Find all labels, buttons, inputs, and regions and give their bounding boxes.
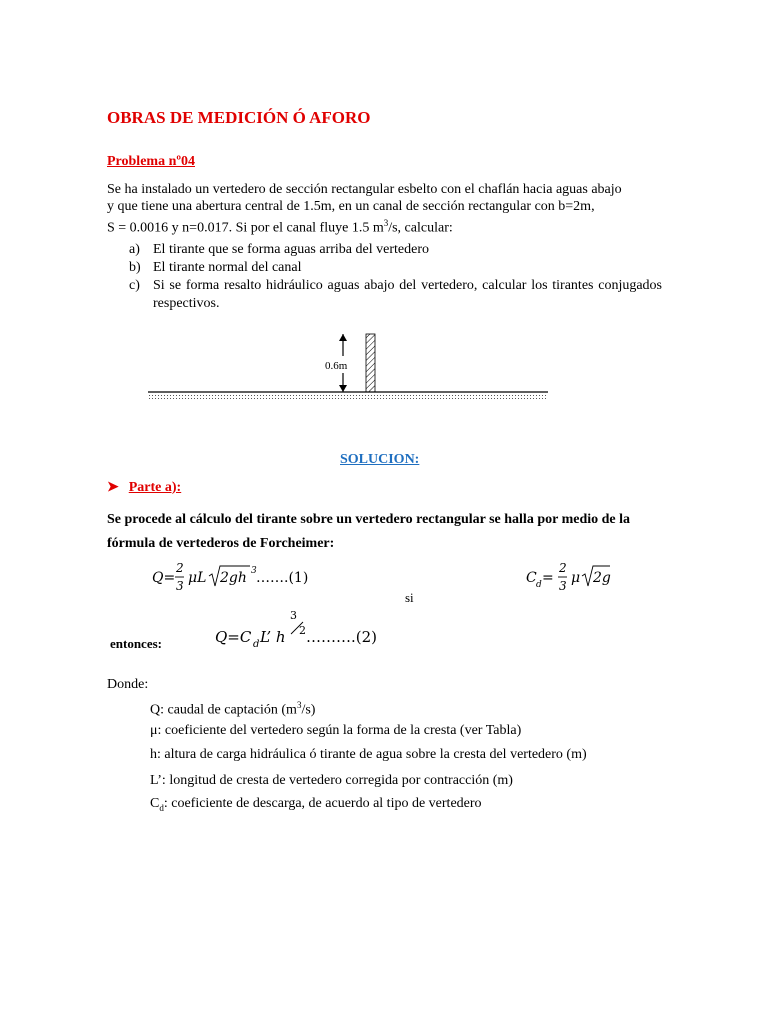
arrow-bullet-icon: ➤: [107, 480, 119, 495]
definition-mu: μ: coeficiente del vertedero según la forma de la cresta (ver Tabla): [150, 723, 522, 738]
svg-text:μ: μ: [571, 570, 581, 586]
svg-text:Q=: Q=: [152, 570, 176, 586]
problem-line-1: Se ha instalado un vertedero de sección rectangular esbelto con el chaflán hacia aguas abajo: [107, 182, 622, 197]
problem-line-2: y que tiene una abertura central de 1.5m, en un canal de sección rectangular con b=2m,: [107, 199, 595, 214]
equation-2: [213, 606, 413, 654]
problem-line-3: S = 0.0016 y n=0.017. Si por el canal fluye 1.5 $m^3/s$, calcular:: [107, 218, 453, 236]
page-title: OBRAS DE MEDICIÓN Ó AFORO: [107, 108, 371, 127]
problem-statement: [107, 181, 662, 237]
height-label: 0.6m: [325, 360, 348, 372]
svg-text:L’ h: L’ h: [260, 628, 286, 646]
svg-text:=: =: [542, 570, 554, 586]
svg-text:3: 3: [176, 579, 184, 593]
svg-text:2g: 2g: [593, 570, 611, 586]
list-item: c) Si se forma resalto hidráulico aguas abajo del vertedero, calcular los tirantes conjugados respectivos.: [129, 278, 662, 311]
svg-text:C: C: [526, 570, 537, 586]
svg-text:…….(1): …….(1): [256, 570, 309, 586]
definition-h: h: altura de carga hidráulica ó tirante de agua sobre la cresta del vertedero (m): [150, 747, 587, 762]
svg-text:d: d: [536, 580, 542, 590]
channel-bed-ground: [148, 393, 548, 400]
svg-text:3: 3: [559, 579, 567, 593]
definition-cd: $C_d$: coeficiente de descarga, de acuerdo al tipo de vertedero: [150, 796, 482, 813]
svg-text:3: 3: [251, 566, 257, 576]
list-item: a) El tirante que se forma aguas arriba del vertedero: [129, 242, 429, 257]
svg-text:2: 2: [559, 561, 567, 575]
svg-text:Q=C: Q=C: [215, 628, 252, 646]
donde-label: Donde:: [107, 677, 149, 692]
svg-text:……….(2): ……….(2): [306, 628, 378, 646]
question-list: [107, 241, 662, 313]
part-a-heading: ➤ Parte a):: [107, 479, 182, 495]
si-label: si: [405, 590, 414, 605]
weir-plate: [366, 334, 375, 392]
intro-paragraph: Se procede al cálculo del tirante sobre un vertedero rectangular se halla por medio de la fórmula de vertederos de Forcheimer:: [107, 512, 631, 551]
equation-1: [150, 558, 350, 600]
equation-cd: [524, 558, 644, 600]
solution-heading: SOLUCION:: [340, 452, 420, 467]
svg-text:2gh: 2gh: [220, 570, 247, 586]
svg-text:d: d: [253, 639, 260, 650]
definition-q: Q: caudal de captación $(m^3/s)$: [150, 700, 316, 718]
svg-text:2: 2: [299, 624, 306, 637]
entonces-label: entonces:: [110, 636, 162, 651]
definition-l: L’: longitud de cresta de vertedero corregida por contracción (m): [150, 773, 513, 788]
svg-text:2: 2: [176, 561, 184, 575]
weir-diagram: [140, 326, 560, 406]
svg-text:μL: μL: [188, 570, 207, 586]
svg-text:3: 3: [290, 609, 297, 622]
list-item: b) El tirante normal del canal: [129, 260, 302, 275]
problem-heading: Problema nº04: [107, 154, 195, 169]
